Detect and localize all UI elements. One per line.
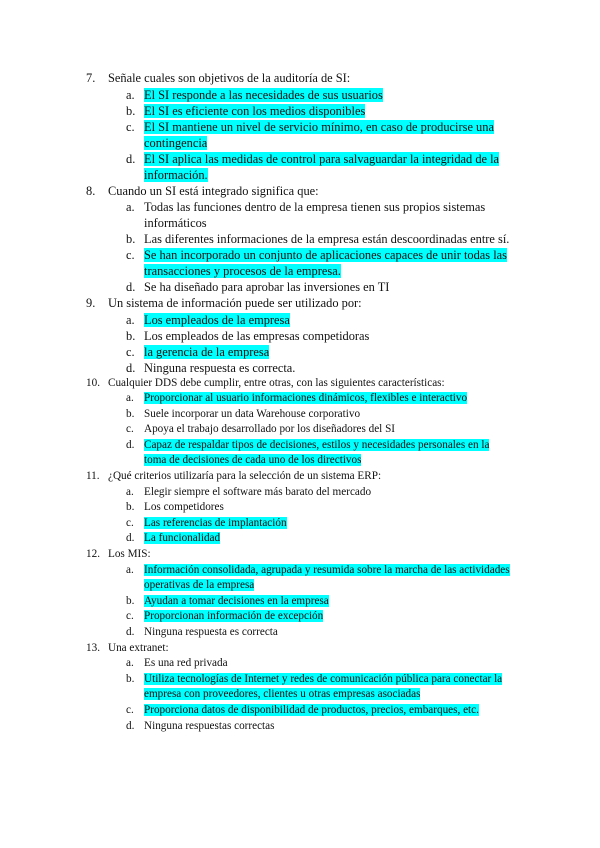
highlighted-option (0, 563, 514, 594)
option (0, 719, 514, 735)
option-letter: a. (126, 657, 134, 670)
highlighted-option (0, 312, 514, 328)
question-number: 11. (86, 470, 100, 483)
option-text: Información consolidada, agrupada y resumida sobre la marcha de las actividades operativas de la empresa (144, 563, 510, 592)
option-letter: c. (126, 516, 134, 529)
option-letter: b. (126, 672, 135, 685)
highlighted-option (0, 672, 514, 703)
question-item (0, 469, 600, 547)
option-text: El SI es eficiente con los medios disponibles (144, 103, 366, 118)
option (0, 485, 514, 501)
option-text: Se han incorporado un conjunto de aplicaciones capaces de unir todas las transacciones y procesos de la empresa. (144, 248, 507, 278)
question-heading (0, 376, 558, 392)
option-text: Proporciona datos de disponibilidad de productos, precios, embarques, etc. (144, 703, 479, 716)
question-text: Cualquier DDS debe cumplir, entre otras, con las siguientes características: (108, 376, 445, 389)
option-text: Suele incorporar un data Warehouse corporativo (144, 407, 361, 420)
highlighted-option (0, 344, 514, 360)
option-text: Proporcionar al usuario informaciones dinámicos, flexibles e interactivo (144, 392, 468, 405)
option-text: Los empleados de la empresa (144, 312, 290, 327)
highlighted-option (0, 594, 514, 610)
option (0, 500, 514, 516)
option-text: El SI mantiene un nivel de servicio mínimo, en caso de producirse una contingencia (144, 119, 494, 150)
option-letter: a. (126, 563, 134, 576)
option-text: Los empleados de las empresas competidoras (144, 328, 370, 343)
highlighted-option (0, 609, 514, 625)
option (0, 279, 514, 295)
question-number: 12. (86, 548, 100, 561)
question-text: Un sistema de información puede ser utilizado por: (108, 296, 362, 310)
question-text: Una extranet: (108, 641, 169, 654)
option-letter: d. (126, 280, 136, 294)
question-number: 13. (86, 641, 100, 654)
question-heading (0, 547, 558, 563)
option-text: Elegir siempre el software más barato del mercado (144, 485, 372, 498)
question-number: 8. (86, 183, 96, 198)
option-text: Utiliza tecnologías de Internet y redes de comunicación pública para conectar la empresa con proveedores, clientes u otras empresas asociadas (144, 672, 503, 701)
question-text: ¿Qué criterios utilizaría para la selección de un sistema ERP: (108, 470, 382, 483)
option-letter: d. (126, 151, 136, 166)
option-letter: a. (126, 200, 135, 214)
question-item (0, 547, 600, 641)
option-letter: a. (126, 87, 135, 102)
option-letter: d. (126, 719, 135, 732)
option-letter: a. (126, 312, 135, 327)
option (0, 231, 514, 247)
question-heading (0, 469, 558, 485)
option (0, 656, 514, 672)
question-heading (0, 641, 558, 657)
option-text: Capaz de respaldar tipos de decisiones, estilos y necesidades personales en la toma de decisiones de cada uno de los directivos (144, 438, 490, 467)
document-page (0, 70, 600, 734)
option-text: La funcionalidad (144, 532, 221, 545)
question-text: Señale cuales son objetivos de la auditoría de SI: (108, 71, 351, 85)
question-heading (0, 295, 558, 312)
option-text: El SI responde a las necesidades de sus usuarios (144, 87, 383, 102)
question-heading (0, 70, 558, 87)
option-text: Se ha diseñado para aprobar las inversiones en TI (144, 280, 390, 294)
option-letter: c. (126, 423, 134, 436)
option-letter: c. (126, 610, 134, 623)
option-text: Es una red privada (144, 657, 228, 670)
highlighted-option (0, 391, 514, 407)
question-number: 10. (86, 376, 100, 389)
option-text: la gerencia de la empresa (144, 344, 270, 359)
highlighted-option (0, 438, 514, 469)
option-text: Los competidores (144, 501, 224, 514)
highlighted-option (0, 247, 514, 279)
option (0, 199, 514, 231)
option-letter: c. (126, 119, 135, 134)
option-letter: c. (126, 703, 134, 716)
option-letter: b. (126, 232, 136, 246)
questions-group-2 (0, 376, 600, 735)
option-letter: d. (126, 360, 136, 375)
option-letter: a. (126, 392, 134, 405)
question-item (0, 183, 600, 296)
question-text: Los MIS: (108, 548, 151, 561)
option-letter: d. (126, 438, 135, 451)
option-text: Ninguna respuesta es correcta (144, 626, 278, 638)
option-letter: b. (126, 501, 135, 514)
option-letter: b. (126, 594, 135, 607)
option-letter: b. (126, 407, 135, 420)
option-letter: b. (126, 103, 136, 118)
question-number: 7. (86, 71, 96, 85)
option (0, 407, 514, 423)
question-number: 9. (86, 296, 96, 310)
highlighted-option (0, 119, 514, 151)
option-text: Las referencias de implantación (144, 516, 287, 529)
option-text: Proporcionan información de excepción (144, 610, 324, 623)
option-text: Ninguna respuesta es correcta. (144, 360, 296, 375)
option-text: Apoya el trabajo desarrollado por los diseñadores del SI (144, 423, 396, 436)
highlighted-option (0, 531, 514, 547)
option-text: Ninguna respuestas correctas (144, 719, 275, 732)
option-text: Ayudan a tomar decisiones en la empresa (144, 594, 329, 607)
question-heading (0, 183, 558, 200)
option (0, 328, 514, 344)
option-text: El SI aplica las medidas de control para salvaguardar la integridad de la información. (144, 151, 500, 182)
highlighted-option (0, 151, 514, 183)
option (0, 422, 514, 438)
option (0, 625, 514, 641)
option-letter: d. (126, 626, 135, 638)
option-letter: c. (126, 248, 135, 262)
question-item (0, 70, 600, 183)
question-item (0, 376, 600, 470)
option-letter: c. (126, 344, 135, 359)
highlighted-option (0, 516, 514, 532)
highlighted-option (0, 87, 514, 103)
highlighted-option (0, 703, 514, 719)
option-text: Todas las funciones dentro de la empresa tienen sus propios sistemas informáticos (144, 200, 486, 230)
option (0, 360, 514, 376)
option-text: Las diferentes informaciones de la empresa están descoordinadas entre sí. (144, 232, 510, 246)
question-text: Cuando un SI está integrado significa que: (108, 183, 319, 198)
option-letter: d. (126, 532, 135, 545)
option-letter: b. (126, 328, 136, 343)
question-item (0, 641, 600, 735)
questions-group-1 (0, 70, 600, 376)
question-item (0, 295, 600, 376)
option-letter: a. (126, 485, 134, 498)
highlighted-option (0, 103, 514, 119)
